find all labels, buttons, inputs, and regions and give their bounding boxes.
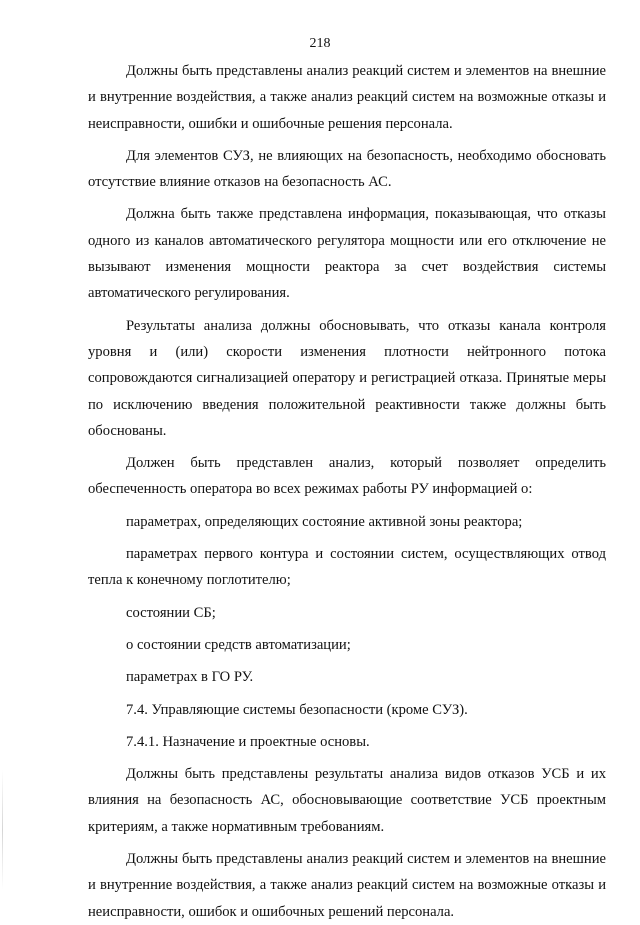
paragraph-power-regulator-failures: Должна быть также представлена информация, показывающая, что отказы одного из каналов автоматического регулятора мощности или его отключение не вызывают изменения мощности реактора за счет воздействия системы автоматического регулирования. bbox=[88, 206, 606, 302]
page-number: 218 bbox=[309, 36, 331, 51]
paragraph-neutron-flux-channel: Результаты анализа должны обосновывать, что отказы канала контроля уровня и (или) скорости изменения плотности нейтронного потока сопровождаются сигнализацией оператору и регистрацией отказа. Принятые меры по исключению введения положительной реактивности также должны быть обоснованы. bbox=[88, 317, 606, 439]
paragraph-usb-failure-analysis: Должны быть представлены результаты анализа видов отказов УСБ и их влияния на безопасность АС, обосновывающие соответствие УСБ проектным критериям, а также нормативным требованиям. bbox=[88, 766, 606, 835]
section-heading-7-4: 7.4. Управляющие системы безопасности (кроме СУЗ). bbox=[126, 701, 468, 718]
paragraph-operator-information: Должен быть представлен анализ, который позволяет определить обеспеченность оператора во всех режимах работы РУ информацией о: bbox=[88, 455, 606, 498]
section-heading-7-4-1: 7.4.1. Назначение и проектные основы. bbox=[126, 733, 370, 750]
list-item-go-ru-parameters: параметрах в ГО РУ. bbox=[126, 669, 254, 686]
paragraph-suz-elements: Для элементов СУЗ, не влияющих на безопасность, необходимо обосновать отсутствие влияние отказов на безопасность АС. bbox=[88, 147, 606, 191]
page-body bbox=[88, 58, 606, 925]
scan-edge-shadow bbox=[2, 770, 3, 890]
paragraph-system-response-analysis-repeat: Должны быть представлены анализ реакций систем и элементов на внешние и внутренние воздействия, а также анализ реакций систем на возможные отказы и неисправности, ошибок и ошибочных решений персонала. bbox=[88, 851, 606, 920]
paragraph-system-response-analysis: Должны быть представлены анализ реакций систем и элементов на внешние и внутренние воздействия, а также анализ реакций систем на возможные отказы и неисправности, ошибки и ошибочные решения персонала. bbox=[88, 63, 606, 132]
list-item-sb-state: состоянии СБ; bbox=[126, 604, 216, 621]
list-item-automation-state: о состоянии средств автоматизации; bbox=[126, 636, 351, 653]
list-item-primary-circuit: параметрах первого контура и состоянии систем, осуществляющих отвод тепла к конечному поглотителю; bbox=[88, 546, 606, 589]
list-item-core-parameters: параметрах, определяющих состояние активной зоны реактора; bbox=[126, 513, 523, 530]
